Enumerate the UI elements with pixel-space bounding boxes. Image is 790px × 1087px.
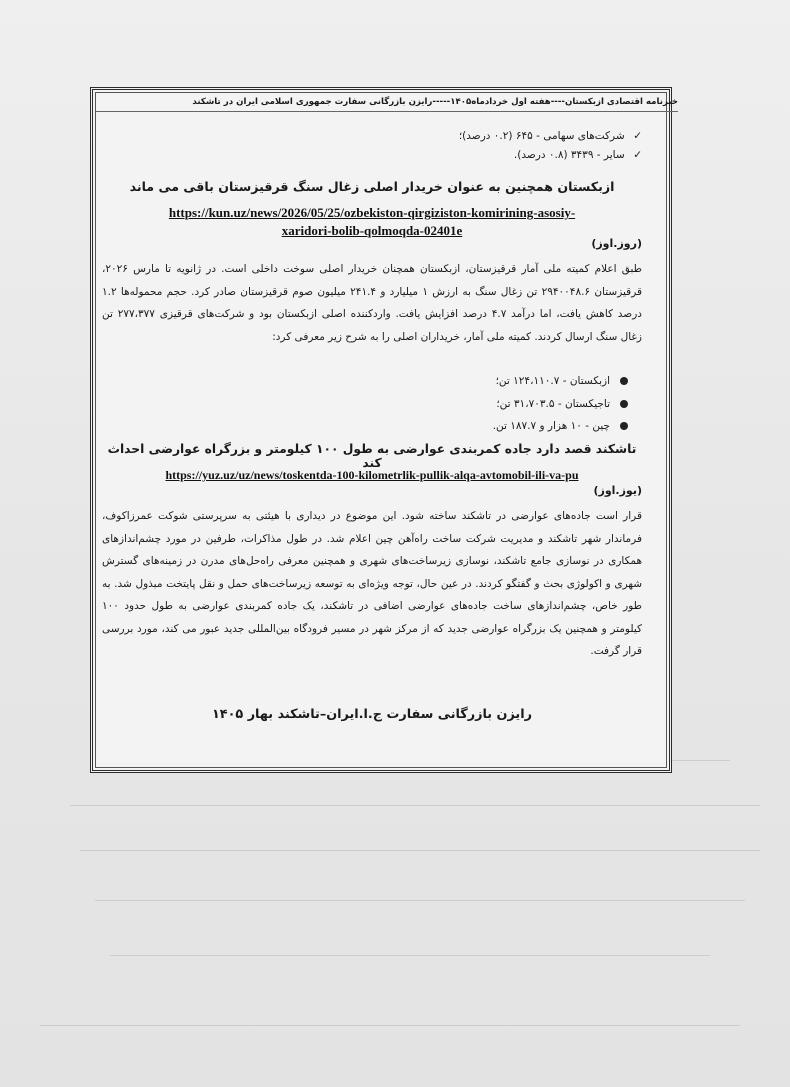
article2-link[interactable]: https://yuz.uz/uz/news/toskentda-100-kilometrlik-pullik-alqa-avtomobil-ili-va-pu xyxy=(165,468,579,482)
article1-title: ازبکستان همچنین به عنوان خریدار اصلی زغال سنگ قرقیزستان باقی می ماند xyxy=(129,179,615,194)
buyers-list-item xyxy=(108,370,628,393)
newsletter-header: خبرنامه اقتصادی ازبکستان----هفته اول خردادماه۱۴۰۵-----رایزن بازرگانی سفارت جمهوری اسلامی ایران در تاشکند xyxy=(96,97,678,112)
bleed-through-line xyxy=(40,1025,740,1026)
bullet-icon xyxy=(620,400,628,408)
checkmark-icon: ✓ xyxy=(633,130,642,142)
stats-item xyxy=(102,127,642,146)
bullet-icon xyxy=(620,377,628,385)
stats-item-text: شرکت‌های سهامی - ۶۴۵ (۰.۲ درصد)؛ xyxy=(458,130,625,142)
buyers-list-item-text: تاجیکستان - ۳۱،۷۰۳.۵ تن؛ xyxy=(496,397,610,410)
article1-body: طبق اعلام کمیته ملی آمار قرقیزستان، ازبکستان همچنان خریدار اصلی سوخت داخلی است. در ژانویه تا مارس ۲۰۲۶، قرقیزستان ۲۹۴۰۰۴۸.۶ تن زغال سنگ به ارزش ۱ میلیارد و ۲۴۱.۴ میلیون صوم قرقیزستان صادر کرد. حجم محموله‌ها ۱.۲ درصد کاهش یافت، اما درآمد ۴.۷ درصد افزایش یافت. واردکننده اصلی ازبکستان بود و شرکت‌های قرقیزی ۲۷۷،۳۷۷ تن زغال سنگ ارسال کردند. کمیته ملی آمار، خریداران اصلی را به شرح زیر معرفی کرد: xyxy=(102,263,643,343)
bleed-through-line xyxy=(70,805,760,806)
checkmark-icon: ✓ xyxy=(633,149,642,161)
stats-list xyxy=(102,127,642,165)
bleed-through-line xyxy=(80,850,760,851)
article1-source: (روز.اوز) xyxy=(591,237,642,250)
stats-item xyxy=(102,146,642,165)
bleed-through-line xyxy=(110,955,710,956)
article2-title: تاشکند قصد دارد جاده کمربندی عوارضی به طول ۱۰۰ کیلومتر و بزرگراه عوارضی احداث کند xyxy=(107,442,637,470)
bullet-icon xyxy=(620,422,628,430)
buyers-list-item xyxy=(108,393,628,416)
bleed-through-line xyxy=(95,900,745,901)
signature-footer: رایزن بازرگانی سفارت ج.ا.ایران–تاشکند بهار ۱۴۰۵ xyxy=(211,707,532,722)
buyers-list-item xyxy=(108,415,628,438)
article2-body: قرار است جاده‌های عوارضی در تاشکند ساخته شود. این موضوع در دیداری با هیئتی به سرپرستی شوکت عمرزاکوف، فرماندار شهر تاشکند و مدیریت شرکت ساخت راه‌آهن چین اعلام شد. در طول مذاکرات، طرفین در مورد چشم‌اندازهای همکاری در نوسازی جامع تاشکند، نوسازی زیرساخت‌های شهری و همچنین معرفی راه‌حل‌های مدرن در زمینه‌های گسترش شهری و اکولوژی بحث و گفتگو کردند. در عین حال، توجه ویژه‌ای به توسعه زیرساخت‌های حمل و نقل پایتخت مبذول شد. به طور خاص، چشم‌اندازهای ساخت جاده‌های عوارضی اضافی در تاشکند، یک جاده کمربندی عوارضی به طول حدود ۱۰۰ کیلومتر و همچنین یک بزرگراه عوارضی جدید که از مرکز شهر در مسیر فرودگاه بین‌المللی جدید عبور می کند، مورد بررسی قرار گرفت. xyxy=(102,510,642,657)
article1-link-line1[interactable]: https://kun.uz/news/2026/05/25/ozbekiston-qirgiziston-komirining-asosiy- xyxy=(168,205,576,220)
article2-source: (یوز.اوز) xyxy=(593,484,642,497)
buyers-list xyxy=(108,370,628,438)
article1-link-line2[interactable]: xaridori-bolib-qolmoqda-02401e xyxy=(281,223,463,238)
buyers-list-item-text: چین - ۱۰ هزار و ۱۸۷.۷ تن. xyxy=(492,420,610,432)
buyers-list-item-text: ازبکستان - ۱۲۴،۱۱۰.۷ تن؛ xyxy=(495,375,610,387)
stats-item-text: سایر - ۳۴۳۹ (۰.۸ درصد). xyxy=(513,149,625,161)
